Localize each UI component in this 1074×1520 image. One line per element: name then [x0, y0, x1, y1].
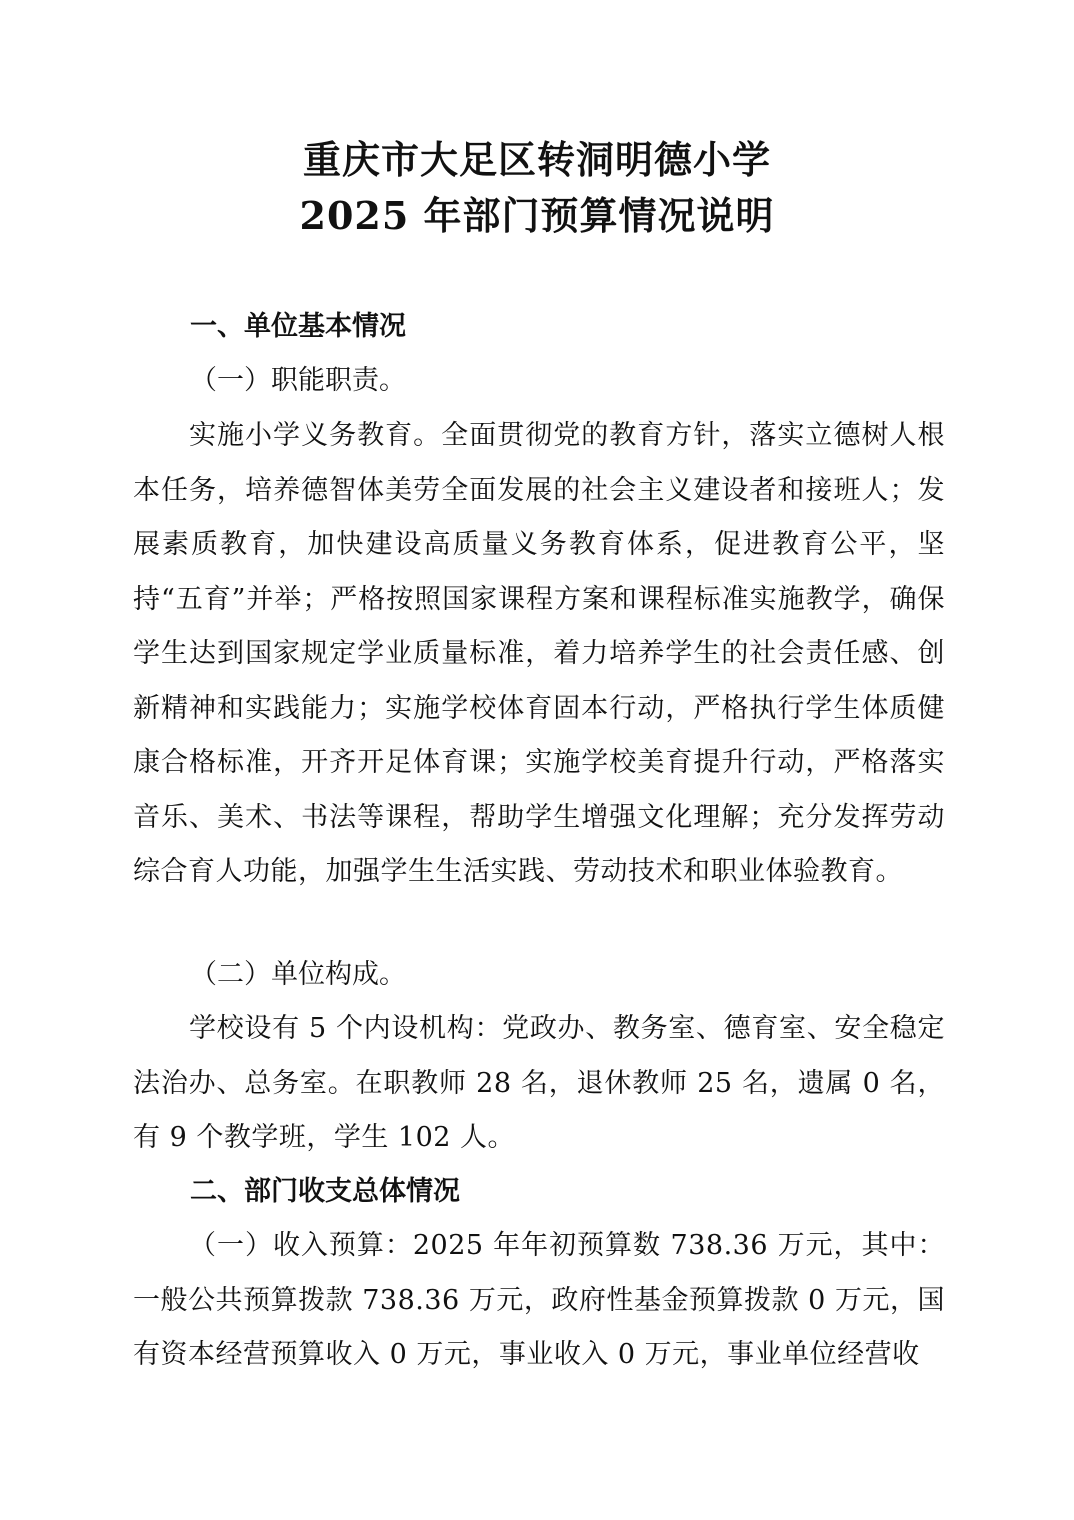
section1-sub1-paragraph: 实施小学义务教育。全面贯彻党的教育方针，落实立德树人根本任务，培养德智体美劳全面发展的社会主义建设者和接班人；发展素质教育，加快建设高质量义务教育体系，促进教育公平，坚持“五育”并举；严格按照国家课程方案和课程标准实施教学，确保学生达到国家规定学业质量标准，着力培养学生的社会责任感、创新精神和实践能力；实施学校体育固本行动，严格执行学生体质健康合格标准，开齐开足体育课；实施学校美育提升行动，严格落实音乐、美术、书法等课程，帮助学生增强文化理解；充分发挥劳动综合育人功能，加强学生生活实践、劳动技术和职业体验教育。 — [133, 420, 945, 887]
section2-heading: 二、部门收支总体情况 — [190, 1176, 460, 1207]
section1-sub1-heading: （一）职能职责。 — [190, 365, 406, 396]
section1-sub2-paragraph: 学校设有 5 个内设机构：党政办、教务室、德育室、安全稳定法治办、总务室。在职教师 28 名，退休教师 25 名，遗属 0 名，有 9 个教学班，学生 102 人。 — [133, 1013, 945, 1153]
document-title-line1: 重庆市大足区转洞明德小学 — [302, 137, 771, 182]
section1-sub2-heading: （二）单位构成。 — [190, 959, 406, 990]
section2-sub1-paragraph: （一）收入预算：2025 年年初预算数 738.36 万元，其中：一般公共预算拨款 738.36 万元，政府性基金预算拨款 0 万元，国有资本经营预算收入 0 万元，事业收入 0 万元，事业单位经营收 — [133, 1230, 945, 1370]
section1-heading: 一、单位基本情况 — [190, 311, 406, 342]
document-title-line2: 2025 年部门预算情况说明 — [299, 193, 775, 238]
